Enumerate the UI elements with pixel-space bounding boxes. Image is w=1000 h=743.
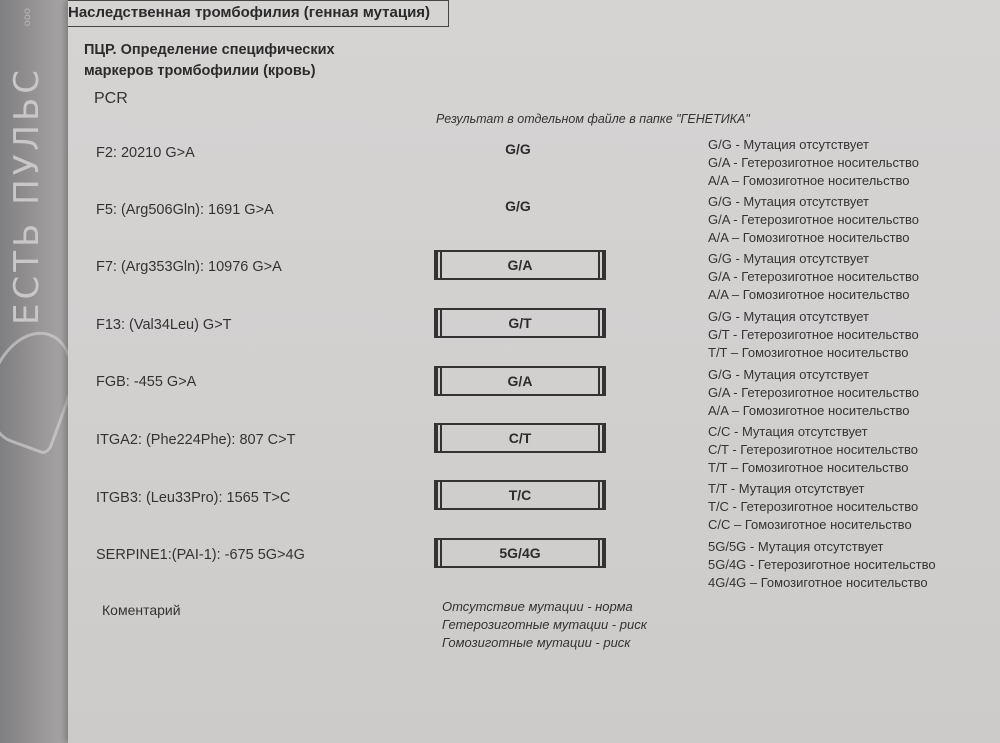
marker-label: F13: (Val34Leu) G>T — [96, 317, 232, 333]
result-note: Результат в отдельном файле в папке "ГЕНЕТИКА" — [436, 112, 750, 126]
reference-line: G/A - Гетерозиготное носительство — [708, 212, 919, 227]
comment-text — [442, 598, 647, 652]
reference-values — [708, 480, 918, 534]
heart-outline-icon — [0, 320, 70, 457]
background-brochure — [0, 0, 70, 743]
reference-line: G/A - Гетерозиготное носительство — [708, 155, 919, 170]
report-title: Наследственная тромбофилия (генная мутация) — [68, 0, 449, 27]
reference-values — [708, 538, 936, 592]
reference-line: G/G - Мутация отсутствует — [708, 194, 870, 209]
reference-line: G/G - Мутация отсутствует — [708, 251, 870, 266]
comment-label: Коментарий — [102, 602, 181, 618]
reference-values — [708, 423, 918, 477]
marker-result: 5G/4G — [434, 538, 606, 568]
comment-line: Отсутствие мутации - норма — [442, 599, 633, 614]
reference-line: G/G - Мутация отсутствует — [708, 137, 870, 152]
marker-label: FGB: -455 G>A — [96, 374, 197, 390]
reference-line: T/T – Гомозиготное носительство — [708, 345, 909, 360]
section-heading — [84, 40, 335, 82]
reference-line: G/T - Гетерозиготное носительство — [708, 327, 919, 342]
reference-line: T/T – Гомозиготное носительство — [708, 460, 909, 475]
reference-line: G/G - Мутация отсутствует — [708, 367, 870, 382]
comment-line: Гомозиготные мутации - риск — [442, 635, 631, 650]
reference-line: T/T - Мутация отсутствует — [708, 481, 865, 496]
reference-line: T/C - Гетерозиготное носительство — [708, 499, 919, 514]
lab-report-sheet — [68, 0, 1000, 743]
reference-line: A/A – Гомозиготное носительство — [708, 173, 910, 188]
reference-values — [708, 250, 919, 304]
marker-label: F7: (Arg353Gln): 10976 G>A — [96, 259, 282, 275]
reference-line: G/A - Гетерозиготное носительство — [708, 269, 919, 284]
reference-line: A/A – Гомозиготное носительство — [708, 287, 910, 302]
marker-result: G/G — [505, 141, 531, 157]
section-heading-line1: ПЦР. Определение специфических — [84, 42, 335, 58]
marker-result: G/G — [505, 198, 531, 214]
reference-values — [708, 136, 919, 190]
marker-label: ITGB3: (Leu33Pro): 1565 T>C — [96, 490, 291, 506]
reference-line: 5G/4G - Гетерозиготное носительство — [708, 557, 936, 572]
marker-label: F5: (Arg506Gln): 1691 G>A — [96, 202, 274, 218]
reference-values — [708, 308, 919, 362]
method-label: PCR — [94, 90, 128, 107]
reference-line: 5G/5G - Мутация отсутствует — [708, 539, 884, 554]
marker-result: T/C — [434, 480, 606, 510]
section-heading-line2: маркеров тромбофилии (кровь) — [84, 63, 316, 79]
comment-line: Гетерозиготные мутации - риск — [442, 617, 647, 632]
reference-line: 4G/4G – Гомозиготное носительство — [708, 575, 928, 590]
reference-line: G/A - Гетерозиготное носительство — [708, 385, 919, 400]
reference-line: A/A – Гомозиготное носительство — [708, 403, 910, 418]
reference-line: C/T - Гетерозиготное носительство — [708, 442, 918, 457]
brochure-small-text: ооо — [22, 8, 33, 27]
reference-line: G/G - Мутация отсутствует — [708, 309, 870, 324]
marker-result: G/A — [434, 366, 606, 396]
marker-label: F2: 20210 G>A — [96, 145, 195, 161]
marker-label: ITGA2: (Phe224Phe): 807 C>T — [96, 432, 296, 448]
marker-result: G/T — [434, 308, 606, 338]
marker-label: SERPINE1:(PAI-1): -675 5G>4G — [96, 547, 305, 563]
marker-result: G/A — [434, 250, 606, 280]
marker-result: C/T — [434, 423, 606, 453]
reference-values — [708, 366, 919, 420]
reference-line: C/C - Мутация отсутствует — [708, 424, 868, 439]
reference-line: C/C – Гомозиготное носительство — [708, 517, 912, 532]
reference-line: A/A – Гомозиготное носительство — [708, 230, 910, 245]
brochure-vertical-text: ЕСТЬ ПУЛЬС — [7, 65, 47, 325]
reference-values — [708, 193, 919, 247]
